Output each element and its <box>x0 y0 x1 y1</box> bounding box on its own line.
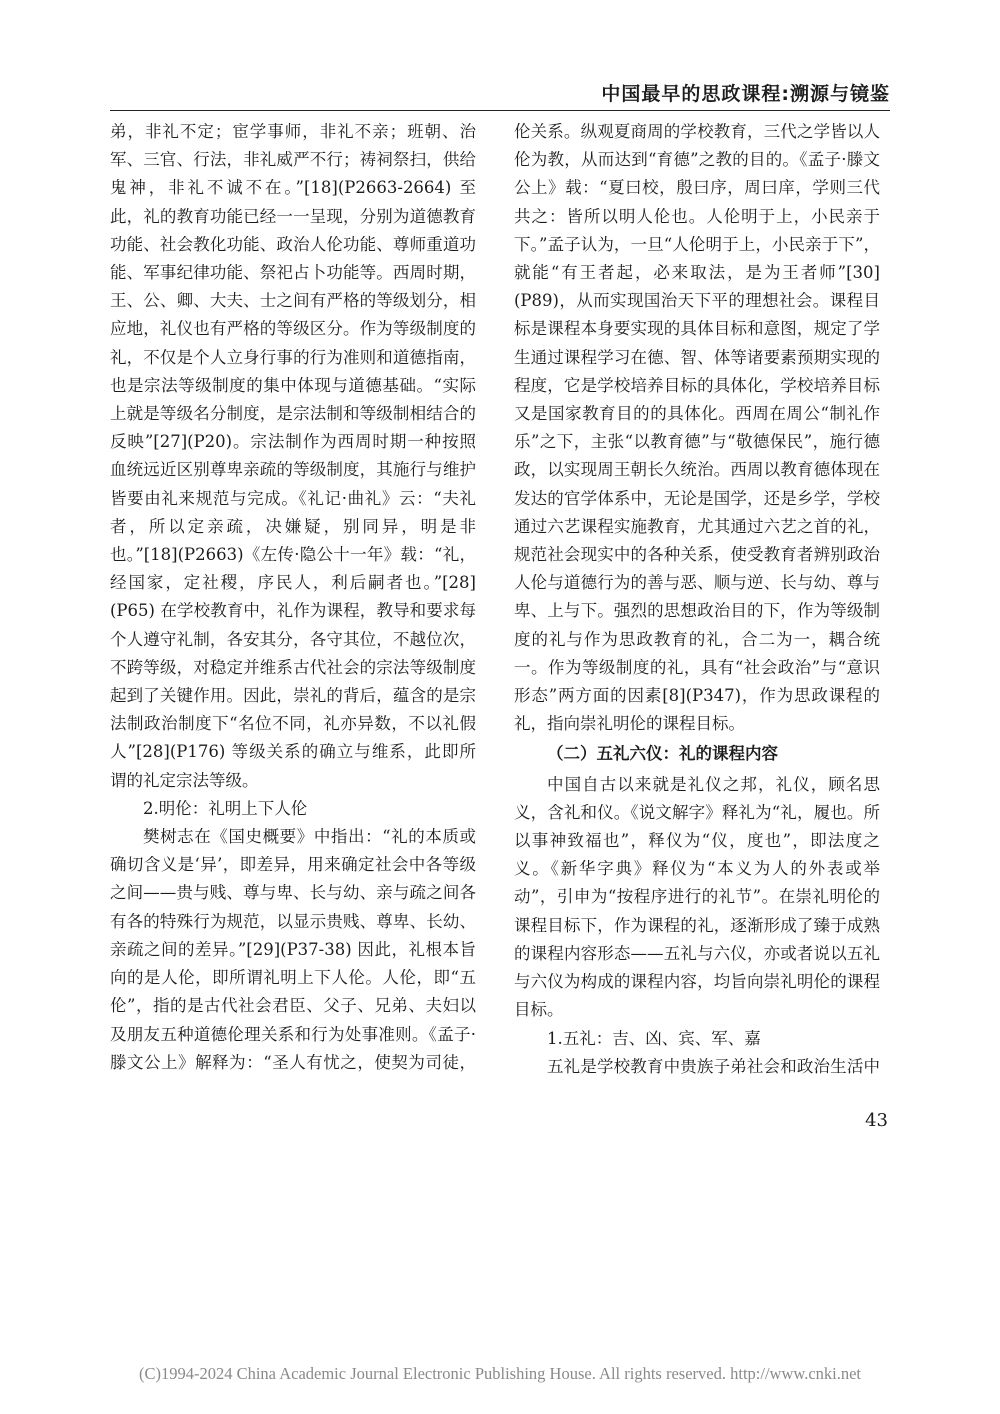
left-column <box>110 118 476 1078</box>
page-number: 43 <box>865 1110 888 1131</box>
right-subheading: 1.五礼：吉、凶、宾、军、嘉 <box>547 1028 761 1048</box>
right-paragraph-1: 伦关系。纵观夏商周的学校教育，三代之学皆以人伦为教，从而达到“育德”之教的目的。《孟子·滕文公上》载：“夏曰校，殷曰序，周曰庠，学则三代共之：皆所以明人伦也。人伦明于上，小民亲于下。”孟子认为，一旦“人伦明于上，小民亲于下”，就能“有王者起，必来取法，是为王者师”[30](P89)，从而实现国治天下平的理想社会。课程目标是课程本身要实现的具体目标和意图，规定了学生通过课程学习在德、智、体等诸要素预期实现的程度，它是学校培养目标的具体化，学校培养目标又是国家教育目的的具体化。西周在周公“制礼作乐”之下，主张“以教育德”与“敬德保民”，施行德政，以实现周王朝长久统治。西周以教育德体现在发达的官学体系中，无论是国学，还是乡学，学校通过六艺课程实施教育，尤其通过六艺之首的礼，规范社会现实中的各种关系，使受教育者辨别政治人伦与道德行为的善与恶、顺与逆、长与幼、尊与卑、上与下。强烈的思想政治目的下，作为等级制度的礼与作为思政教育的礼，合二为一，耦合统一。作为等级制度的礼，具有“社会政治”与“意识形态”两方面的因素[8](P347)，作为思政课程的礼，指向崇礼明伦的课程目标。 <box>514 122 880 734</box>
running-title: 中国最早的思政课程:溯源与镜鉴 <box>601 83 890 105</box>
copyright-line: (C)1994-2024 China Academic Journal Electronic Publishing House. All rights reserved. http://www.cnki.net <box>138 1364 862 1383</box>
right-paragraph-2: 中国自古以来就是礼仪之邦，礼仪，顾名思义，含礼和仪。《说文解字》释礼为“礼，履也。所以事神致福也”，释仪为“仪，度也”，即法度之义。《新华字典》释仪为“本义为人的外表或举动”，引申为“按程序进行的礼节”。在崇礼明伦的课程目标下，作为课程的礼，逐渐形成了臻于成熟的课程内容形态——五礼与六仪，亦或者说以五礼与六仪为构成的课程内容，均旨向崇礼明伦的课程目标。 <box>514 774 880 1020</box>
left-paragraph-2: 樊树志在《国史概要》中指出：“礼的本质或确切含义是‘异’，即差异，用来确定社会中各等级之间——贵与贱、尊与卑、长与幼、亲与疏之间各有各的特殊行为规范，以显示贵贱、尊卑、长幼、亲疏之间的差异。”[29](P37-38) 因此，礼根本旨向的是人伦，即所谓礼明上下人伦。人伦，即“五伦”，指的是古代社会君臣、父子、兄弟、夫妇以及朋友五种道德伦理关系和行为处事准则。《孟子·滕文公上》解释为：“圣人有忧之，使契为司徒， <box>110 827 476 1072</box>
right-column <box>514 118 880 1078</box>
right-section-heading: （二）五礼六仪：礼的课程内容 <box>547 744 778 764</box>
right-paragraph-3: 五礼是学校教育中贵族子弟社会和政治生活中 <box>547 1056 880 1076</box>
header-rule <box>110 110 890 111</box>
left-subheading: 2.明伦：礼明上下人伦 <box>143 798 308 818</box>
left-paragraph-1: 弟，非礼不定；宦学事师，非礼不亲；班朝、治军、三官、行法，非礼威严不行；祷祠祭扫，供给鬼神，非礼不诚不在。”[18](P2663-2664) 至此，礼的教育功能已经一一呈现，分别为道德教育功能、社会教化功能、政治人伦功能、尊师重道功能、军事纪律功能、祭祀占卜功能等。西周时期，王、公、卿、大夫、士之间有严格的等级划分，相应地，礼仪也有严格的等级区分。作为等级制度的礼，不仅是个人立身行事的行为准则和道德指南，也是宗法等级制度的集中体现与道德基础。“实际上就是等级名分制度，是宗法制和等级制相结合的反映”[27](P20)。宗法制作为西周时期一种按照血统远近区别尊卑亲疏的等级制度，其施行与维护皆要由礼来规范与完成。《礼记·曲礼》云：“夫礼者，所以定亲疏，决嫌疑，别同异，明是非也。”[18](P2663)《左传·隐公十一年》载：“礼，经国家，定社稷，序民人，利后嗣者也。”[28](P65) 在学校教育中，礼作为课程，教导和要求每个人遵守礼制，各安其分，各守其位，不越位次，不跨等级，对稳定并维系古代社会的宗法等级制度起到了关键作用。因此，崇礼的背后，蕴含的是宗法制政治制度下“名位不同，礼亦异数，不以礼假人”[28](P176) 等级关系的确立与维系，此即所谓的礼定宗法等级。 <box>110 122 476 790</box>
